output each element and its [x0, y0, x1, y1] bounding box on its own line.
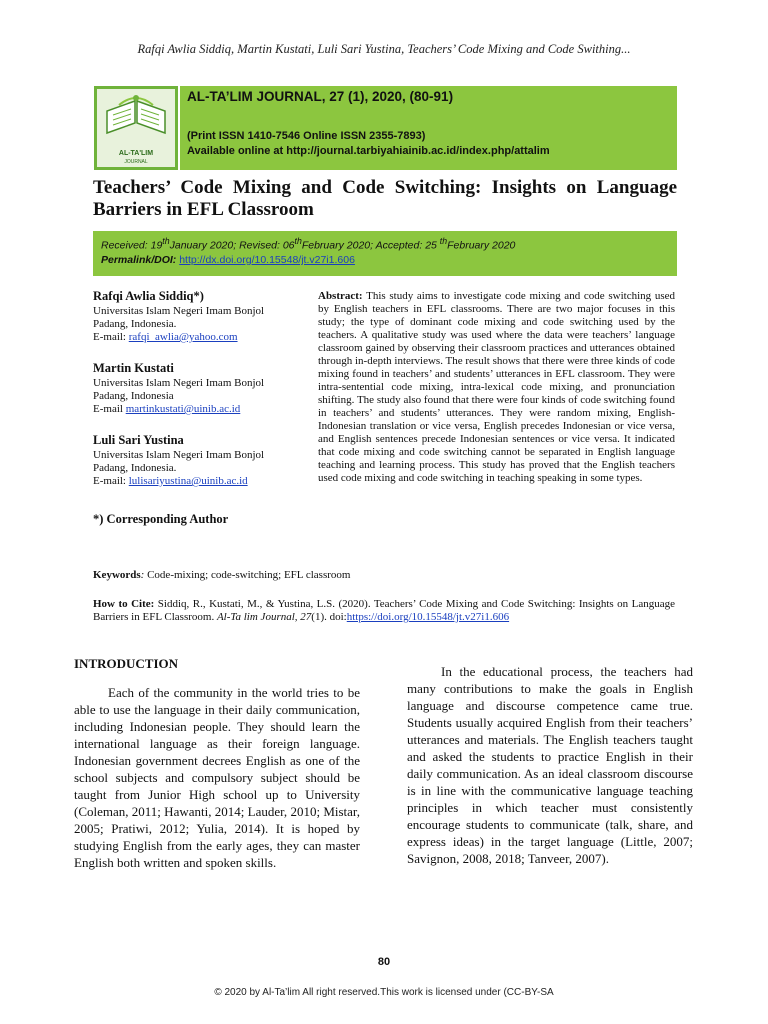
- author-1: [93, 290, 303, 344]
- author-affiliation: Universitas Islam Negeri Imam Bonjol: [93, 305, 265, 317]
- cite-doi-link[interactable]: https://doi.org/10.15548/jt.v27i1.606: [346, 611, 510, 623]
- revised-sup: th: [294, 236, 302, 246]
- cite-tail: (1). doi:: [311, 611, 347, 623]
- author-email: [93, 331, 303, 344]
- email-label: E-mail: [93, 403, 126, 415]
- journal-logo: [94, 86, 178, 170]
- intro-paragraph-2: In the educational process, the teachers had many contributions to make the goals in English language and discourse competence came true. Students usually acquired English from their teachers’ utterances and materials. The English teachers taught and asked the students to practice English in their daily communication. As an ideal classroom discourse is in line with the communicative language teaching principles in which teacher must consistently encourage students to communicate (talk, share, and express ideas) in the target language (Little, 2007; Savignon, 2008, 2018; Tanveer, 2007).: [407, 664, 693, 866]
- cite-text: Siddiq, R., Kustati, M., & Yustina, L.S. (2020). Teachers’ Code Mixing and Code Switching: Insights on Language Barriers in EFL Classroom.: [93, 598, 676, 623]
- page-number: 80: [377, 956, 391, 968]
- author-affiliation: Universitas Islam Negeri Imam Bonjol: [93, 377, 265, 389]
- keywords-colon: :: [140, 569, 148, 581]
- doi-link[interactable]: http://dx.doi.org/10.15548/jt.v27i1.606: [179, 254, 355, 266]
- logo-sublabel: JOURNAL: [124, 159, 148, 165]
- author-location: Padang, Indonesia.: [93, 462, 177, 474]
- author-name: Martin Kustati: [93, 361, 174, 375]
- email-label: E-mail:: [93, 475, 129, 487]
- doi-label: Permalink/DOI:: [101, 254, 180, 266]
- cite-journal: Al-Ta lim Journal, 27: [216, 611, 312, 623]
- received-date: Received: 19: [101, 239, 163, 252]
- email-link[interactable]: martinkustati@uinib.ac.id: [125, 403, 241, 415]
- journal-issn: (Print ISSN 1410-7546 Online ISSN 2355-7893): [187, 130, 426, 142]
- email-link[interactable]: rafqi_awlia@yahoo.com: [128, 331, 238, 343]
- keywords: [93, 569, 350, 581]
- abstract-text: This study aims to investigate code mixing and code switching used by English teachers in EFL classrooms. There are two major focuses in this study; the type of dominant code mixing and code switching used by the teachers. A qualitative study was used where the data were teachers’ language classroom gained by observing their classroom practices and utterances obtained through in-depth interviews. The result shows that there were three kinds of code mixing found in teachers’ and students’ utterances in EFL classroom. They were intra-sentential code mixing, intra-lexical code mixing, and pronunciation shifting. The study also found that there were four kinds of code switching found in teachers’ and students’ utterances. They were random mixing, English-Indonesian translation or vice versa, English precedes Indonesian or vice versa, and English sentences precede Indonesian sentences or vice versa. It indicated that code mixing and code switching cannot be separated in English language teaching and learning process. This study has proved that the English teachers used code mixing and code switching in teaching speaking in some types.: [318, 290, 675, 484]
- accepted-date: February 2020; Accepted: 25: [301, 239, 440, 252]
- keywords-text: Code-mixing; code-switching; EFL classroom: [147, 569, 351, 581]
- email-link[interactable]: lulisariyustina@uinib.ac.id: [128, 475, 248, 487]
- license-footer: © 2020 by Al-Ta’lim All right reserved.This work is licensed under (CC-BY-SA: [214, 987, 554, 998]
- logo-label: AL-TA'LIM: [118, 150, 154, 157]
- running-head: Rafqi Awlia Siddiq, Martin Kustati, Luli Sari Yustina, Teachers’ Code Mixing and Code Swithing...: [137, 42, 631, 56]
- author-name: Rafqi Awlia Siddiq*): [93, 289, 204, 303]
- corresponding-author-note: *) Corresponding Author: [93, 512, 229, 526]
- email-label: E-mail:: [93, 331, 129, 343]
- journal-online-url[interactable]: Available online at http://journal.tarbiyahiainib.ac.id/index.php/attalim: [187, 145, 550, 157]
- revised-date: January 2020; Revised: 06: [169, 239, 295, 252]
- permalink-doi: [101, 254, 355, 266]
- author-email: [93, 475, 303, 488]
- article-dates: [101, 236, 515, 252]
- how-to-cite: [93, 598, 675, 624]
- book-icon: [97, 89, 175, 151]
- author-name: Luli Sari Yustina: [93, 433, 184, 447]
- accepted-sup: th: [439, 236, 448, 246]
- author-2: [93, 362, 303, 416]
- abstract: [318, 290, 675, 485]
- author-affiliation: Universitas Islam Negeri Imam Bonjol: [93, 449, 265, 461]
- cite-label: How to Cite:: [93, 598, 155, 610]
- keywords-label: Keywords: [93, 569, 141, 581]
- author-3: [93, 434, 303, 488]
- article-title: Teachers’ Code Mixing and Code Switching: Insights on Language Barriers in EFL Classroom: [93, 177, 677, 220]
- received-sup: th: [162, 236, 170, 246]
- author-email: [93, 403, 303, 416]
- author-location: Padang, Indonesia: [93, 390, 174, 402]
- accepted-month: February 2020: [447, 239, 516, 252]
- intro-paragraph-1: Each of the community in the world tries to be able to use the language in their daily communication, including Indonesian people. They should learn the international language as their foreign language. Indonesian government decrees English as one of the school subjects and compulsory subject should be taught from Junior High school up to University (Coleman, 2011; Hawanti, 2014; Lauder, 2010; Mistar, 2005; Pratiwi, 2012; Yulia, 2014). It is hoped by studying English from the early ages, they can master English both written and spoken skills.: [74, 685, 360, 870]
- abstract-label: Abstract:: [318, 290, 363, 302]
- author-location: Padang, Indonesia.: [93, 318, 177, 330]
- journal-citation: AL-TA’LIM JOURNAL, 27 (1), 2020, (80-91): [187, 89, 454, 104]
- section-heading: INTRODUCTION: [74, 656, 179, 671]
